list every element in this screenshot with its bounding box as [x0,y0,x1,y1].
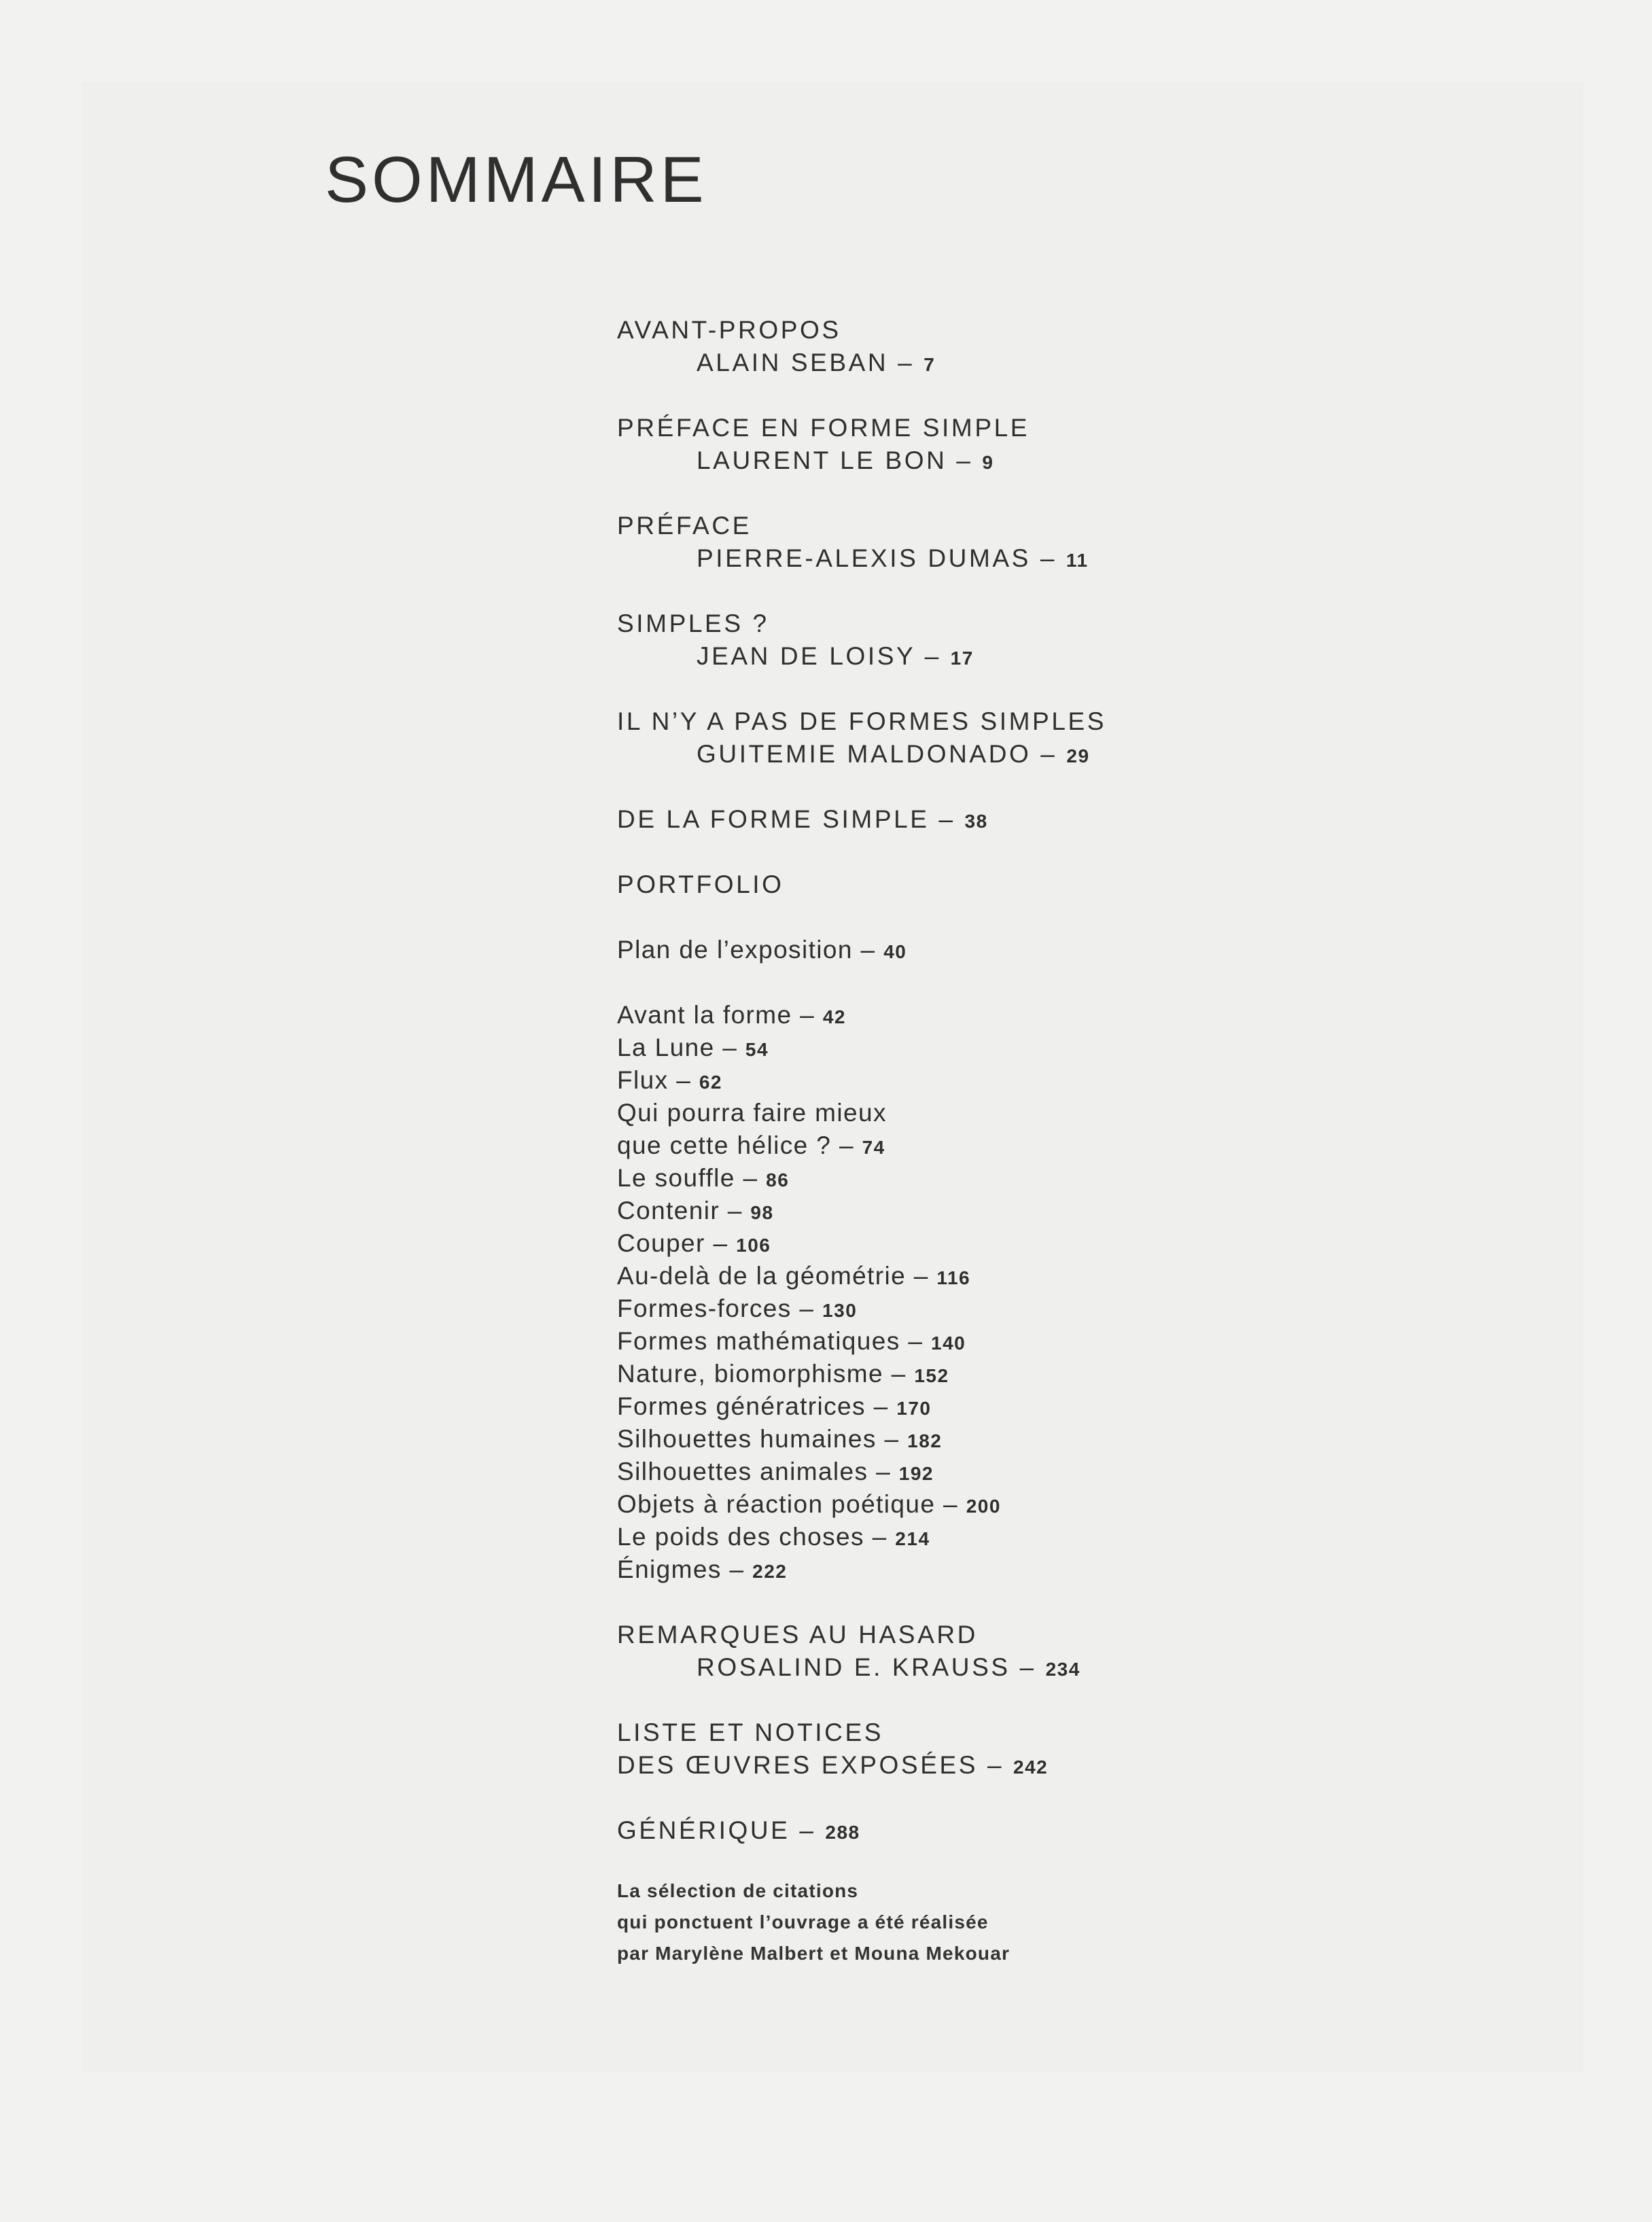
toc-heading-remarques: REMARQUES AU HASARD [617,1621,978,1648]
toc-chapter [617,999,1500,1031]
chapter-label: Silhouettes humaines [617,1425,877,1453]
toc-chapter [617,1162,1500,1195]
page-number: 9 [982,452,994,473]
toc-author-line [617,347,1500,379]
chapter-label: Formes mathématiques [617,1327,900,1355]
dash: – [908,1327,924,1355]
toc-author-krauss: ROSALIND E. KRAUSS [697,1653,1010,1681]
dash: – [839,1131,854,1159]
dash: – [729,1555,745,1583]
page-number: 234 [1045,1659,1080,1680]
toc-author-de-loisy: JEAN DE LOISY [697,642,915,670]
toc-author-line [617,542,1500,575]
dash: – [913,1262,929,1290]
chapter-label: Contenir [617,1197,720,1224]
dash: – [943,1490,959,1518]
page-title: SOMMAIRE [325,143,707,216]
toc-entry-plan [617,934,1500,966]
toc-chapter [617,1260,1500,1292]
toc-chapter [617,1488,1500,1521]
page-number: 86 [766,1169,790,1191]
page-number: 42 [822,1006,846,1027]
dash: – [898,349,915,376]
toc-chapter [617,1521,1500,1553]
toc-chapter-line-1: Qui pourra faire mieux [617,1099,887,1127]
chapter-label: Formes génératrices [617,1392,866,1420]
toc-label-plan: Plan de l’exposition [617,936,853,964]
chapter-label: Couper [617,1229,705,1257]
page-number: 38 [964,811,988,832]
page-number: 288 [825,1822,860,1843]
toc-heading-avant-propos: AVANT-PROPOS [617,316,841,344]
credits-line: qui ponctuent l’ouvrage a été réalisée [617,1911,989,1933]
toc-chapter [617,1325,1500,1358]
dash: – [800,1001,815,1029]
page-number: 170 [896,1398,932,1419]
toc-author-line [617,738,1500,771]
table-of-contents [617,314,1500,1969]
toc-chapter [617,1358,1500,1390]
toc-chapter [617,1553,1500,1586]
dash: – [743,1164,758,1192]
toc-heading-liste-2: DES ŒUVRES EXPOSÉES [617,1751,979,1779]
toc-author-le-bon: LAURENT LE BON [697,446,947,474]
toc-chapter [617,1195,1500,1227]
toc-author-seban: ALAIN SEBAN [697,349,889,376]
page-number: 116 [936,1267,971,1288]
page-number: 7 [924,354,936,375]
toc-heading-simples: SIMPLES ? [617,610,769,637]
toc-chapter-list [617,999,1500,1586]
dash: – [884,1425,900,1453]
toc-author-maldonado: GUITEMIE MALDONADO [697,740,1032,768]
page-number: 17 [950,648,974,669]
credits-line: La sélection de citations [617,1880,859,1901]
page-number: 106 [736,1235,771,1256]
dash: – [1019,1653,1036,1681]
toc-chapter [617,1129,1500,1162]
toc-heading-generique: GÉNÉRIQUE [617,1816,790,1844]
toc-heading-preface: PRÉFACE [617,512,752,540]
dash: – [799,1294,815,1322]
dash: – [891,1360,907,1388]
toc-heading-liste: LISTE ET NOTICES [617,1718,884,1746]
dash: – [713,1229,728,1257]
toc-heading-de-la-forme: DE LA FORME SIMPLE [617,805,930,833]
toc-heading-preface-forme-simple: PRÉFACE EN FORME SIMPLE [617,414,1030,442]
chapter-label: Silhouettes animales [617,1458,868,1485]
chapter-label: La Lune [617,1034,715,1061]
dash: – [722,1034,738,1061]
chapter-label: Objets à réaction poétique [617,1490,936,1518]
toc-chapter [617,1423,1500,1456]
chapter-label: Au-delà de la géométrie [617,1262,907,1290]
toc-chapter [617,1390,1500,1423]
dash: – [876,1458,892,1485]
dash: – [873,1392,889,1420]
chapter-label: Nature, biomorphisme [617,1360,883,1388]
page-number: 182 [907,1430,943,1451]
chapter-label: Énigmes [617,1555,722,1583]
chapter-label: que cette hélice ? [617,1131,832,1159]
toc-chapter [617,1064,1500,1097]
page-number: 200 [966,1496,1001,1517]
page-number: 130 [822,1300,858,1321]
dash: – [924,642,941,670]
toc-author-line [617,640,1500,673]
dash: – [872,1523,887,1551]
page-number: 54 [745,1039,769,1060]
dash: – [938,805,955,833]
dash: – [1040,740,1057,768]
page-number: 74 [862,1137,885,1158]
chapter-label: Flux [617,1066,669,1094]
chapter-label: Le souffle [617,1164,735,1192]
toc-author-line [617,444,1500,477]
credits-line: par Marylène Malbert et Mouna Mekouar [617,1943,1010,1964]
page-number: 98 [750,1202,774,1223]
chapter-label: Formes-forces [617,1294,792,1322]
credits-note [617,1875,1500,1969]
page-number: 11 [1066,550,1089,571]
page-number: 214 [895,1528,930,1549]
toc-entry-liste [617,1749,1500,1782]
toc-heading-portfolio: PORTFOLIO [617,870,784,898]
dash: – [956,446,973,474]
page-number: 222 [752,1561,788,1582]
page-number: 152 [914,1365,949,1386]
dash: – [799,1816,816,1844]
toc-author-dumas: PIERRE-ALEXIS DUMAS [697,544,1031,572]
toc-author-line [617,1651,1500,1684]
chapter-label: Le poids des choses [617,1523,864,1551]
toc-chapter [617,1456,1500,1488]
toc-entry-generique [617,1814,1500,1847]
dash: – [676,1066,692,1094]
dash: – [1040,544,1057,572]
page-number: 40 [883,941,907,962]
page-number: 140 [931,1333,966,1354]
toc-chapter [617,1031,1500,1064]
toc-heading-il-ny-a-pas: IL N’Y A PAS DE FORMES SIMPLES [617,707,1107,735]
toc-chapter [617,1292,1500,1325]
toc-entry-de-la-forme-simple [617,803,1500,836]
page-number: 192 [898,1463,934,1484]
dash: – [987,1751,1004,1779]
page-number: 242 [1013,1757,1049,1778]
page-number: 29 [1066,745,1090,766]
dash: – [860,936,876,964]
page-number: 62 [699,1072,723,1093]
chapter-label: Avant la forme [617,1001,792,1029]
dash: – [727,1197,743,1224]
toc-chapter [617,1227,1500,1260]
